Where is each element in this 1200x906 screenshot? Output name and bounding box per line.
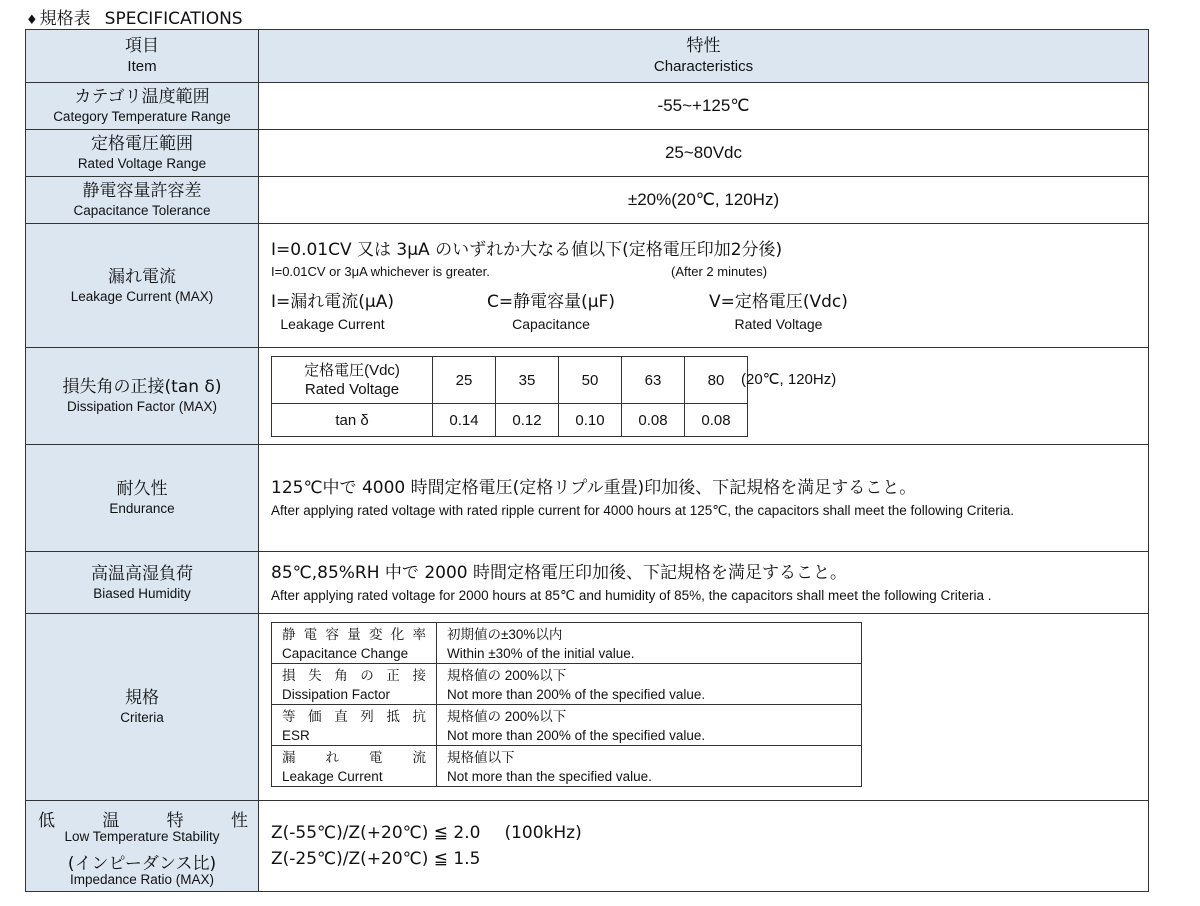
- criteria-value: [259, 614, 1149, 801]
- tan-delta-cell: 0.10: [559, 404, 622, 437]
- endurance-row: [26, 445, 1149, 552]
- low-temp-jp-spaced: [38, 806, 248, 831]
- char: れ: [325, 750, 339, 765]
- impedance-frequency: (100kHz): [504, 823, 582, 843]
- variable-symbol: C=静電容量(μF): [487, 291, 615, 312]
- criteria-key-en: Dissipation Factor: [282, 687, 391, 702]
- variable-capacitance: [487, 290, 615, 334]
- impedance-ratio-jp: (インピーダンス比): [67, 854, 217, 874]
- tan-delta-cell: 0.08: [622, 404, 685, 437]
- voltage-range-row: [26, 130, 1149, 177]
- criteria-key: [272, 623, 437, 664]
- criteria-key: [272, 664, 437, 705]
- char: 漏: [282, 750, 296, 765]
- char: 接: [412, 668, 426, 683]
- dissipation-factor-table: [271, 356, 748, 437]
- char: 性: [230, 811, 248, 831]
- voltage-cell: 80: [685, 357, 748, 404]
- char: 電: [303, 627, 318, 642]
- label-jp: 規格: [125, 688, 159, 708]
- criteria-key: [272, 705, 437, 746]
- char: 低: [38, 811, 55, 831]
- criteria-key: [272, 746, 437, 787]
- humidity-text-jp: 85℃,85%RH 中で 2000 時間定格電圧印加後、下記規格を満足すること。: [271, 562, 847, 583]
- criteria-key-en: Capacitance Change: [282, 646, 409, 661]
- endurance-value: [259, 445, 1149, 552]
- label-jp: 高温高湿負荷: [91, 563, 193, 584]
- low-temperature-value: [259, 801, 1149, 892]
- char: 損: [282, 668, 296, 683]
- char: 失: [308, 668, 322, 683]
- rated-voltage-header: [272, 357, 433, 404]
- variable-en: Leakage Current: [280, 315, 385, 332]
- rated-voltage-jp: 定格電圧(Vdc): [304, 362, 400, 379]
- criteria-label: [26, 614, 259, 801]
- header-item-en: Item: [127, 58, 157, 75]
- char: 角: [334, 668, 348, 683]
- voltage-cell: 35: [496, 357, 559, 404]
- char: 直: [334, 709, 348, 724]
- biased-humidity-row: [26, 552, 1149, 614]
- criteria-val-en: Not more than the specified value.: [447, 769, 652, 784]
- voltage-cell: 63: [622, 357, 685, 404]
- char: 正: [386, 668, 400, 683]
- criteria-val-en: Not more than 200% of the specified value.: [447, 728, 706, 743]
- label-en: Endurance: [109, 501, 175, 516]
- char: 等: [282, 709, 296, 724]
- label-en: Rated Voltage Range: [77, 156, 207, 171]
- dissipation-factor-label: [26, 348, 259, 445]
- capacitance-tolerance-value: ±20%(20℃, 120Hz): [259, 177, 1149, 224]
- criteria-row-dissipation-factor: [272, 664, 862, 705]
- char: 率: [412, 627, 426, 642]
- tan-delta-label: tan δ: [272, 404, 433, 437]
- criteria-table: [271, 622, 862, 787]
- impedance-line-1: [271, 820, 1148, 846]
- dissipation-condition: (20℃, 120Hz): [741, 371, 837, 388]
- diamond-bullet-icon: ♦: [26, 13, 38, 28]
- spec-heading: [26, 4, 243, 29]
- label-jp: 損失角の正接(tan δ): [62, 377, 222, 397]
- variable-en: Rated Voltage: [734, 315, 823, 332]
- heading-jp: 規格表: [39, 9, 91, 29]
- label-en: Capacitance Tolerance: [73, 203, 211, 218]
- criteria-key-jp: [282, 748, 426, 767]
- header-char-en: Characteristics: [653, 58, 754, 75]
- criteria-val-en: Within ±30% of the initial value.: [447, 646, 635, 661]
- tan-delta-cell: 0.14: [433, 404, 496, 437]
- label-en: Dissipation Factor (MAX): [66, 399, 218, 414]
- humidity-text-en: After applying rated voltage for 2000 hours at 85℃ and humidity of 85%, the capacitors shall meet the following Criteria .: [271, 587, 992, 603]
- endurance-text-en: After applying rated voltage with rated ripple current for 4000 hours at 125℃, the capacitors shall meet the following Criteria.: [271, 503, 1015, 518]
- label-en: Leakage Current (MAX): [70, 288, 214, 304]
- char: 流: [412, 750, 426, 765]
- variable-en: Capacitance: [512, 315, 590, 332]
- temperature-range-value: -55~+125℃: [259, 83, 1149, 130]
- label-jp: 静電容量許容差: [82, 181, 202, 201]
- header-row: [26, 30, 1149, 83]
- rated-voltage-en: Rated Voltage: [304, 381, 400, 398]
- char: 抗: [412, 709, 426, 724]
- header-characteristics-cell: [259, 30, 1149, 83]
- criteria-val: [437, 705, 862, 746]
- char: 変: [369, 627, 383, 642]
- biased-humidity-label: [26, 552, 259, 614]
- leakage-formula-jp: I=0.01CV 又は 3μA のいずれか大なる値以下(定格電圧印加2分後): [271, 239, 783, 260]
- char: 量: [347, 627, 361, 642]
- leakage-formula-en: I=0.01CV or 3μA whichever is greater.: [271, 263, 490, 279]
- char: 特: [166, 811, 184, 831]
- leakage-current-label: [26, 224, 259, 348]
- tan-delta-cell: 0.08: [685, 404, 748, 437]
- leakage-variables: [271, 290, 1148, 334]
- criteria-key-en: Leakage Current: [282, 769, 383, 784]
- char: 容: [325, 627, 339, 642]
- voltage-range-value: 25~80Vdc: [259, 130, 1149, 177]
- criteria-row: [26, 614, 1149, 801]
- rated-voltage-row: [272, 357, 748, 404]
- header-char-jp: 特性: [686, 36, 721, 56]
- label-jp: 耐久性: [116, 479, 168, 499]
- criteria-row-capacitance-change: [272, 623, 862, 664]
- heading-en: SPECIFICATIONS: [104, 9, 243, 29]
- criteria-val-en: Not more than 200% of the specified value.: [447, 687, 706, 702]
- leakage-after-note: (After 2 minutes): [671, 263, 768, 279]
- endurance-label: [26, 445, 259, 552]
- criteria-row-leakage-current: [272, 746, 862, 787]
- criteria-row-esr: [272, 705, 862, 746]
- specifications-table: [25, 29, 1149, 892]
- low-temperature-row: [26, 801, 1149, 892]
- voltage-range-label: [26, 130, 259, 177]
- label-en: Criteria: [120, 710, 164, 725]
- label-jp: 漏れ電流: [108, 266, 176, 287]
- header-item-cell: [26, 30, 259, 83]
- variable-current: [271, 290, 394, 334]
- voltage-cell: 25: [433, 357, 496, 404]
- dissipation-factor-row: [26, 348, 1149, 445]
- criteria-val-jp: 規格値の 200%以下: [447, 668, 567, 683]
- tan-delta-row: [272, 404, 748, 437]
- char: 静: [282, 627, 296, 642]
- criteria-val-jp: 規格値以下: [447, 750, 515, 765]
- low-temperature-label: [26, 801, 259, 892]
- char: の: [360, 668, 374, 683]
- impedance-ratio-en: Impedance Ratio (MAX): [69, 872, 215, 887]
- temperature-range-row: [26, 83, 1149, 130]
- criteria-val: [437, 746, 862, 787]
- leakage-current-value: [259, 224, 1149, 348]
- dissipation-factor-value: [259, 348, 1149, 445]
- label-jp: カテゴリ温度範囲: [74, 87, 210, 107]
- label-jp: 定格電圧範囲: [91, 134, 193, 154]
- leakage-current-row: [26, 224, 1149, 348]
- char: 化: [390, 627, 405, 642]
- char: 温: [102, 811, 120, 831]
- endurance-text-jp: 125℃中で 4000 時間定格電圧(定格リプル重畳)印加後、下記規格を満足すること。: [271, 478, 917, 498]
- char: 抵: [386, 709, 400, 724]
- char: 列: [360, 709, 374, 724]
- variable-voltage: [709, 290, 848, 334]
- header-item-jp: 項目: [125, 36, 159, 56]
- temperature-range-label: [26, 83, 259, 130]
- criteria-key-jp: [282, 625, 426, 644]
- capacitance-tolerance-row: [26, 177, 1149, 224]
- criteria-val: [437, 623, 862, 664]
- biased-humidity-value: [259, 552, 1149, 614]
- capacitance-tolerance-label: [26, 177, 259, 224]
- char: 電: [369, 750, 383, 765]
- criteria-key-en: ESR: [282, 728, 310, 743]
- voltage-cell: 50: [559, 357, 622, 404]
- label-en: Category Temperature Range: [53, 109, 231, 124]
- variable-symbol: I=漏れ電流(μA): [271, 291, 394, 312]
- criteria-val-jp: 規格値の 200%以下: [447, 709, 567, 724]
- criteria-key-jp: [282, 666, 426, 685]
- tan-delta-cell: 0.12: [496, 404, 559, 437]
- criteria-val-jp: 初期値の±30%以内: [447, 627, 563, 642]
- impedance-ratio-55: Z(-55℃)/Z(+20℃) ≦ 2.0: [271, 823, 481, 843]
- criteria-key-jp: [282, 707, 426, 726]
- criteria-val: [437, 664, 862, 705]
- label-en: Biased Humidity: [93, 585, 191, 601]
- impedance-line-2: Z(-25℃)/Z(+20℃) ≦ 1.5: [271, 849, 481, 869]
- low-temp-en: Low Temperature Stability: [64, 829, 220, 844]
- leakage-formula-en-line: [271, 262, 1148, 282]
- variable-symbol: V=定格電圧(Vdc): [709, 291, 848, 312]
- char: 価: [308, 709, 322, 724]
